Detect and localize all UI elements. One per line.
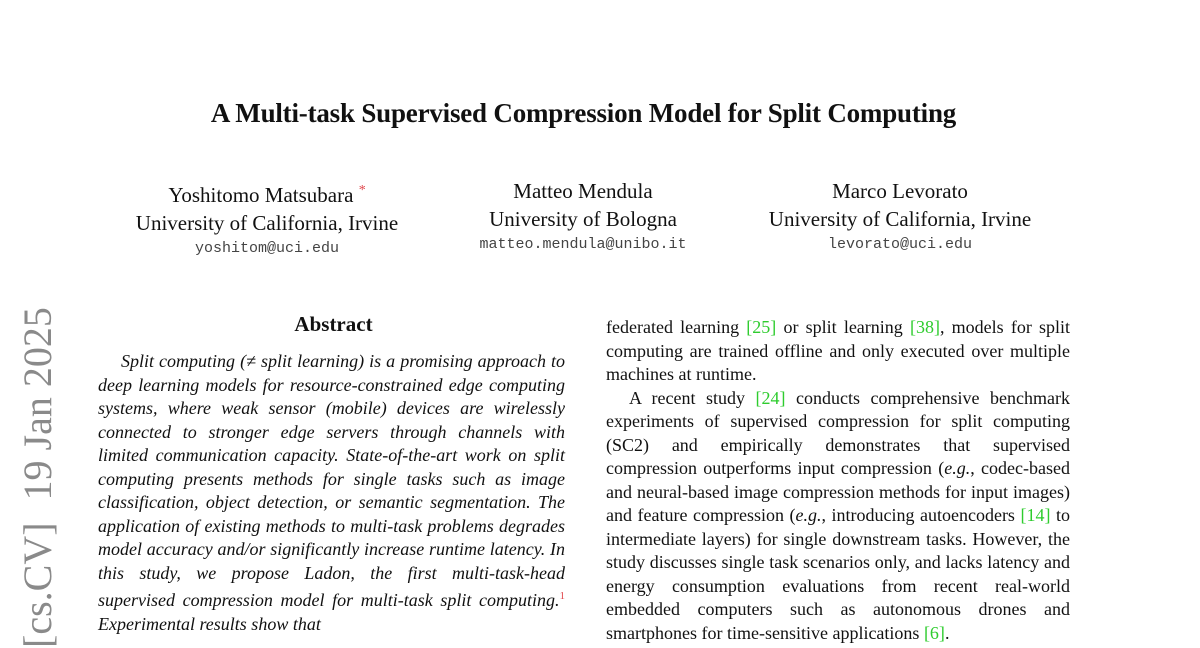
paragraph-2: [606, 387, 1070, 646]
abstract-heading: Abstract: [294, 312, 373, 336]
right-column: [606, 316, 1070, 645]
citation-link[interactable]: [14]: [1020, 505, 1051, 525]
body-text: federated learning: [606, 317, 747, 337]
emphasis-text: e.g.: [795, 505, 822, 525]
paper-title: A Multi-task Supervised Compression Model for Split Computing: [210, 98, 957, 128]
author-1: [112, 177, 422, 257]
citation-link[interactable]: [25]: [746, 317, 777, 337]
author-3: [745, 177, 1055, 253]
body-text: , introducing autoencoders: [821, 505, 1021, 525]
body-text: or split learning: [776, 317, 910, 337]
author-email[interactable]: levorato@uci.edu: [827, 236, 973, 253]
author-name: Matteo Mendula: [513, 179, 653, 203]
body-text: A recent study: [629, 387, 756, 408]
citation-link[interactable]: [38]: [909, 317, 940, 337]
body-text: to intermediate layers) for single downstream tasks. However, the study discusses single task scenarios only, and lacks latency and energy consumption evaluations from recent real-world embedded computers such as autonomous drones and smartphones for time-sensitive applications: [606, 505, 1070, 643]
emphasis-text: e.g.: [944, 458, 971, 478]
abstract-body-continued: Experimental results show that: [98, 613, 321, 634]
body-text: conducts comprehensive benchmark experiments of supervised compression for split computing (SC2) and empirically demonstrates that supervised compression outperforms input compression (: [606, 387, 1070, 478]
author-affiliation: University of California, Irvine: [768, 207, 1032, 231]
abstract-text: [98, 350, 565, 636]
author-2: [447, 177, 719, 253]
citation-link[interactable]: [6]: [923, 622, 945, 643]
abstract-body: Split computing (≠ split learning) is a promising approach to deep learning models for resource-constrained edge computing systems, where weak sensor (mobile) devices are wirelessly connected to stronger edge servers through channels with limited communication capacity. State-of-the-art work on split computing presents methods for single tasks such as image classification, object detection, or semantic segmentation. The application of existing methods to multi-task problems degrades model accuracy and/or significantly increase runtime latency. In this study, we propose Ladon, the first multi-task-head supervised compression model for multi-task split computing.: [98, 351, 565, 610]
footnote-mark[interactable]: 1: [559, 590, 565, 602]
arxiv-category: [cs.CV]: [15, 522, 60, 648]
author-footnote-mark[interactable]: *: [358, 183, 366, 198]
author-name: Yoshitomo Matsubara: [168, 183, 354, 207]
citation-link[interactable]: [24]: [755, 387, 786, 408]
body-text: , models for split computing are trained offline and only executed over multiple machines at runtime.: [606, 317, 1070, 384]
author-affiliation: University of Bologna: [489, 207, 677, 231]
body-text: , codec-based and neural-based image compression methods for input images) and feature compression (: [606, 458, 1070, 525]
body-text: .: [944, 622, 950, 643]
arxiv-date: 19 Jan 2025: [15, 307, 60, 501]
author-email[interactable]: matteo.mendula@unibo.it: [479, 236, 687, 253]
arxiv-stamp: [10, 308, 66, 648]
paragraph-1: [606, 316, 1070, 387]
author-name: Marco Levorato: [832, 179, 968, 203]
left-column: [98, 312, 565, 636]
author-affiliation: University of California, Irvine: [135, 211, 399, 235]
author-email[interactable]: yoshitom@uci.edu: [194, 240, 340, 257]
